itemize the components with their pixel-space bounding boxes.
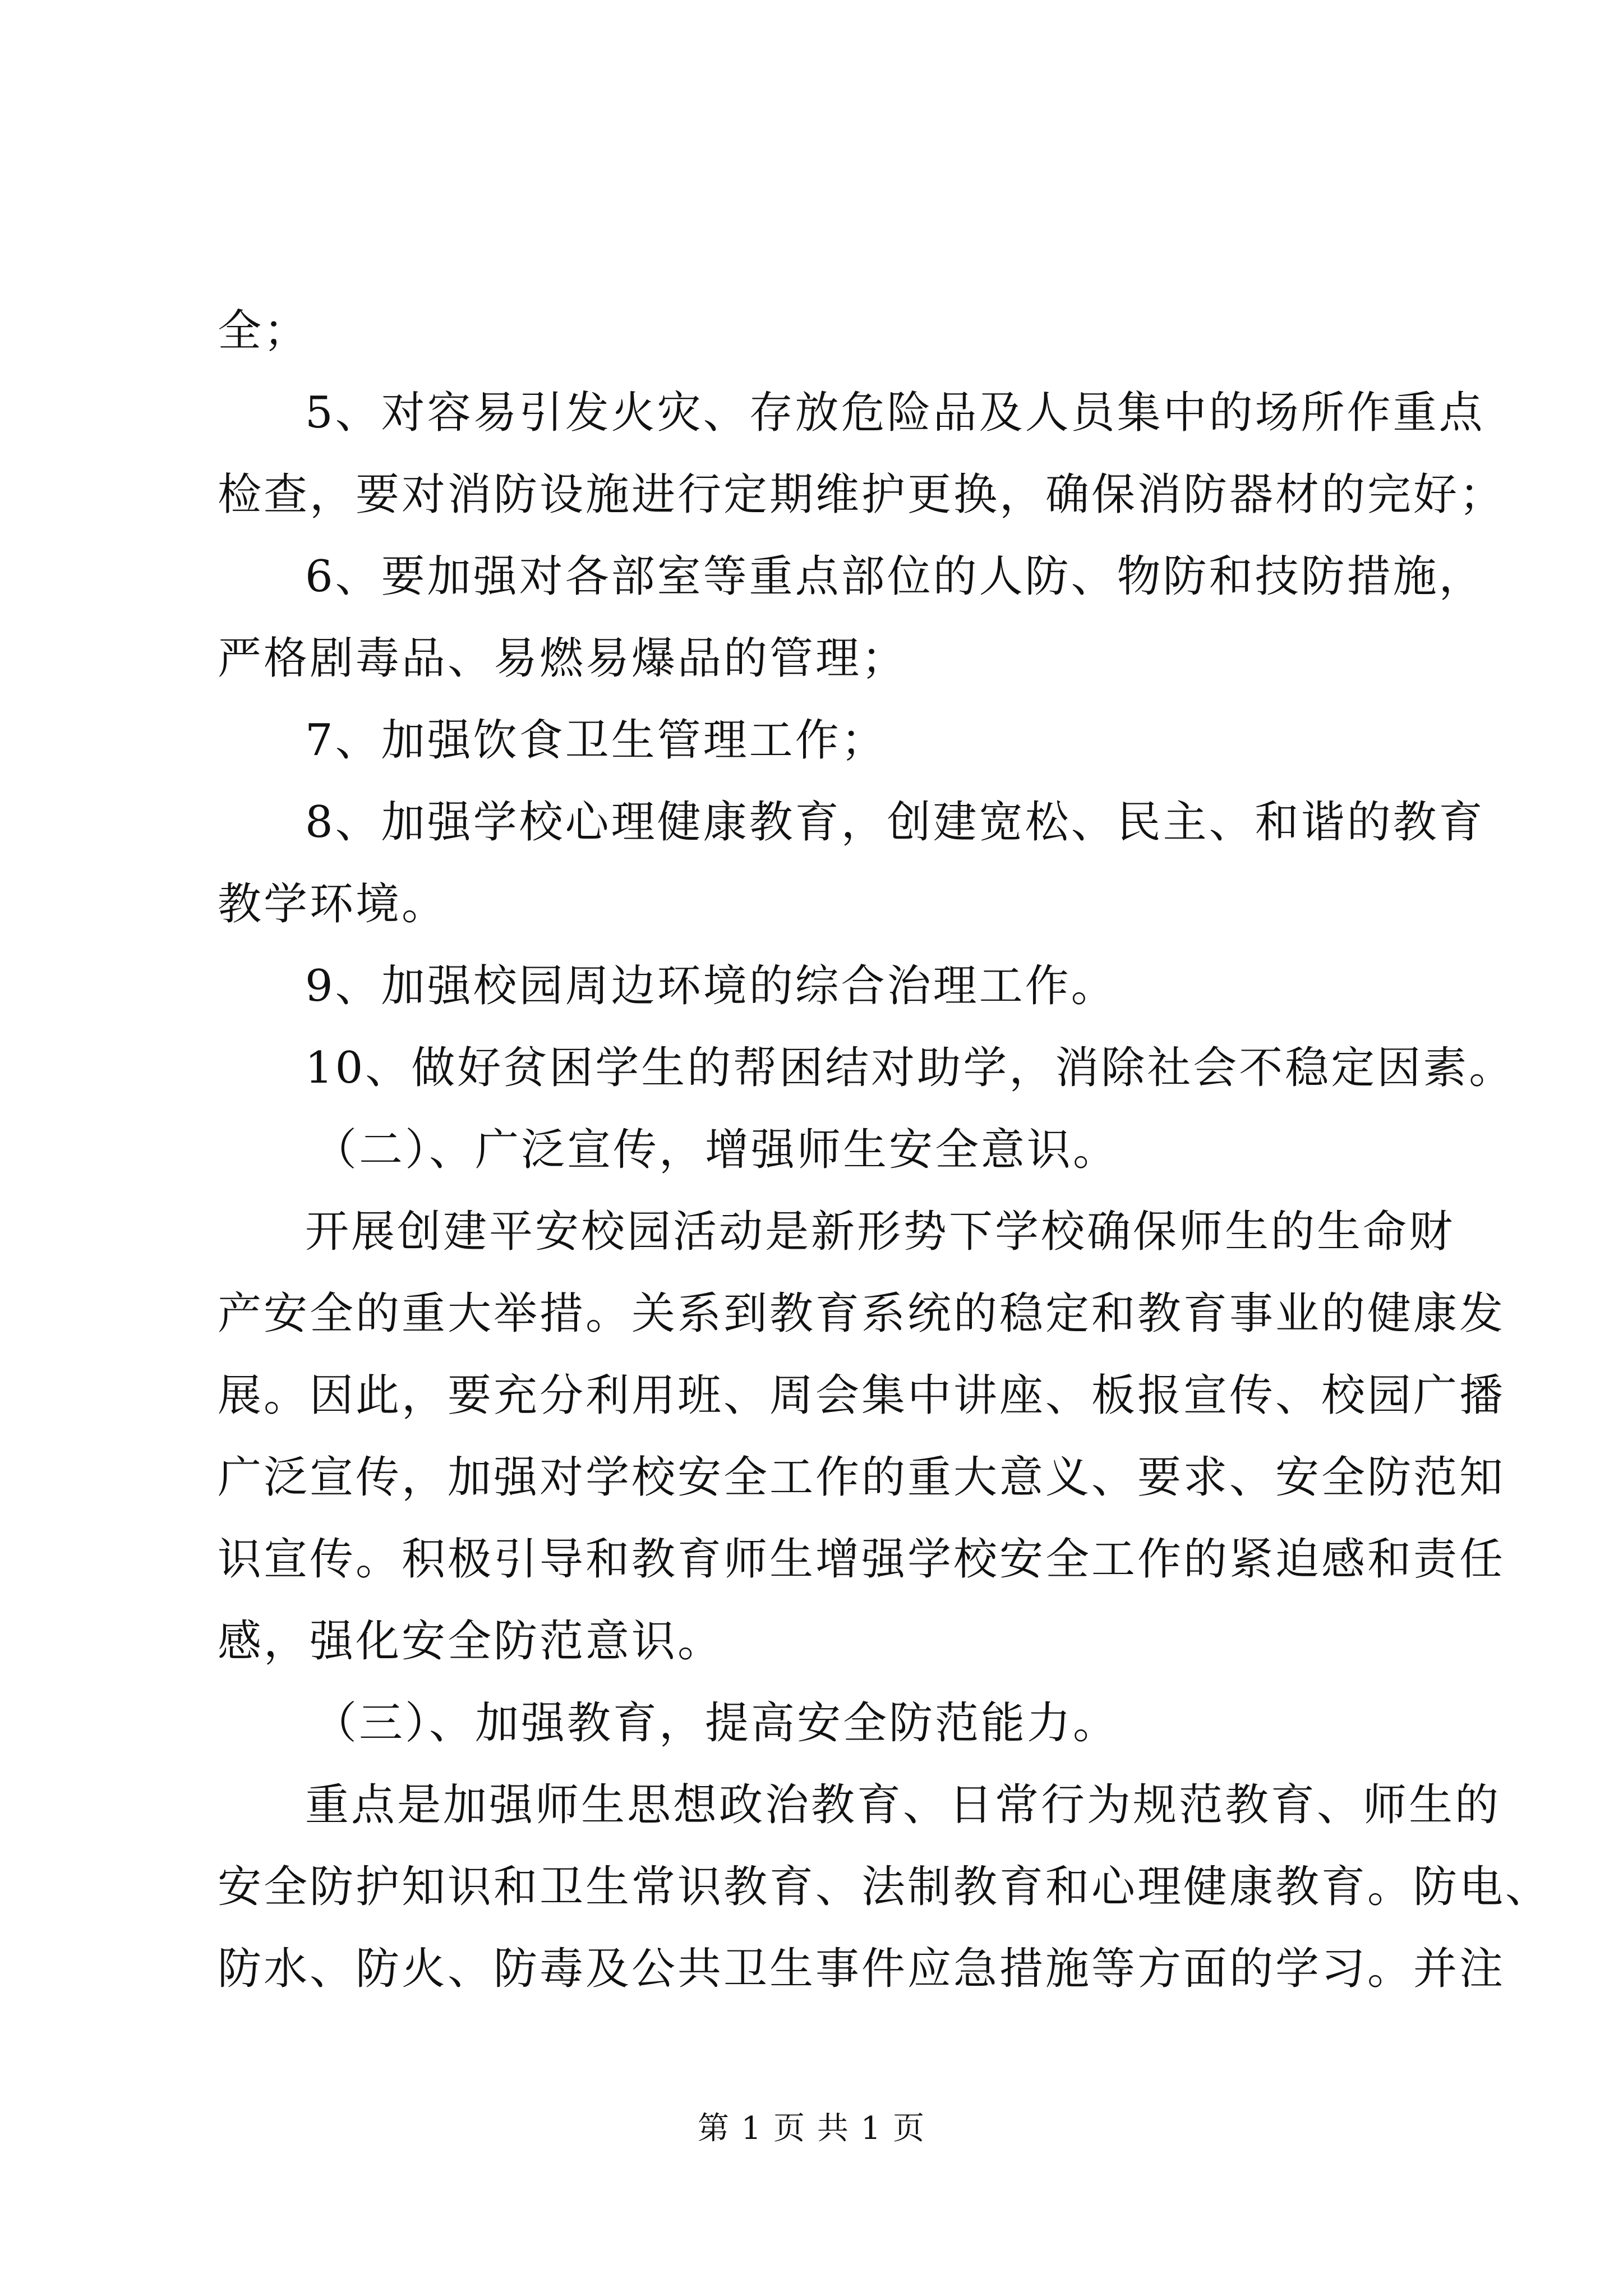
text-line: 5、对容易引发火灾、存放危险品及人员集中的场所作重点	[305, 388, 1485, 438]
text-line: 识宣传。积极引导和教育师生增强学校安全工作的紧迫感和责任	[218, 1534, 1506, 1585]
text-line: 开展创建平安校园活动是新形势下学校确保师生的生命财	[305, 1207, 1455, 1257]
text-line: 全；	[218, 306, 310, 356]
text-line: 安全防护知识和卫生常识教育、法制教育和心理健康教育。防电、	[218, 1862, 1552, 1912]
text-line: 严格剧毒品、易燃易爆品的管理；	[218, 633, 908, 684]
text-line: 防水、防火、防毒及公共卫生事件应急措施等方面的学习。并注	[218, 1944, 1506, 1994]
section-heading: （三）、加强教育，提高安全防范能力。	[313, 1698, 1119, 1749]
page-footer: 第 1 页 共 1 页	[697, 2110, 926, 2147]
text-line: 8、加强学校心理健康教育，创建宽松、民主、和谐的教育	[305, 797, 1485, 848]
text-line: 广泛宣传，加强对学校安全工作的重大意义、要求、安全防范知	[218, 1452, 1506, 1503]
section-heading: （二）、广泛宣传，增强师生安全意识。	[313, 1125, 1119, 1175]
text-line: 7、加强饮食卫生管理工作；	[305, 715, 887, 766]
text-line: 检查，要对消防设施进行定期维护更换，确保消防器材的完好；	[218, 470, 1506, 520]
text-line: 感，强化安全防范意识。	[218, 1616, 724, 1667]
text-line: 9、加强校园周边环境的综合治理工作。	[305, 961, 1117, 1011]
text-line: 6、要加强对各部室等重点部位的人防、物防和技防措施，	[305, 551, 1485, 602]
text-line: 产安全的重大举措。关系到教育系统的稳定和教育事业的健康发	[218, 1289, 1506, 1339]
text-line: 教学环境。	[218, 879, 448, 930]
text-line: 展。因此，要充分利用班、周会集中讲座、板报宣传、校园广播	[218, 1370, 1506, 1421]
text-line: 10、做好贫困学生的帮困结对助学，消除社会不稳定因素。	[305, 1043, 1515, 1093]
text-line: 重点是加强师生思想政治教育、日常行为规范教育、师生的	[305, 1780, 1501, 1830]
